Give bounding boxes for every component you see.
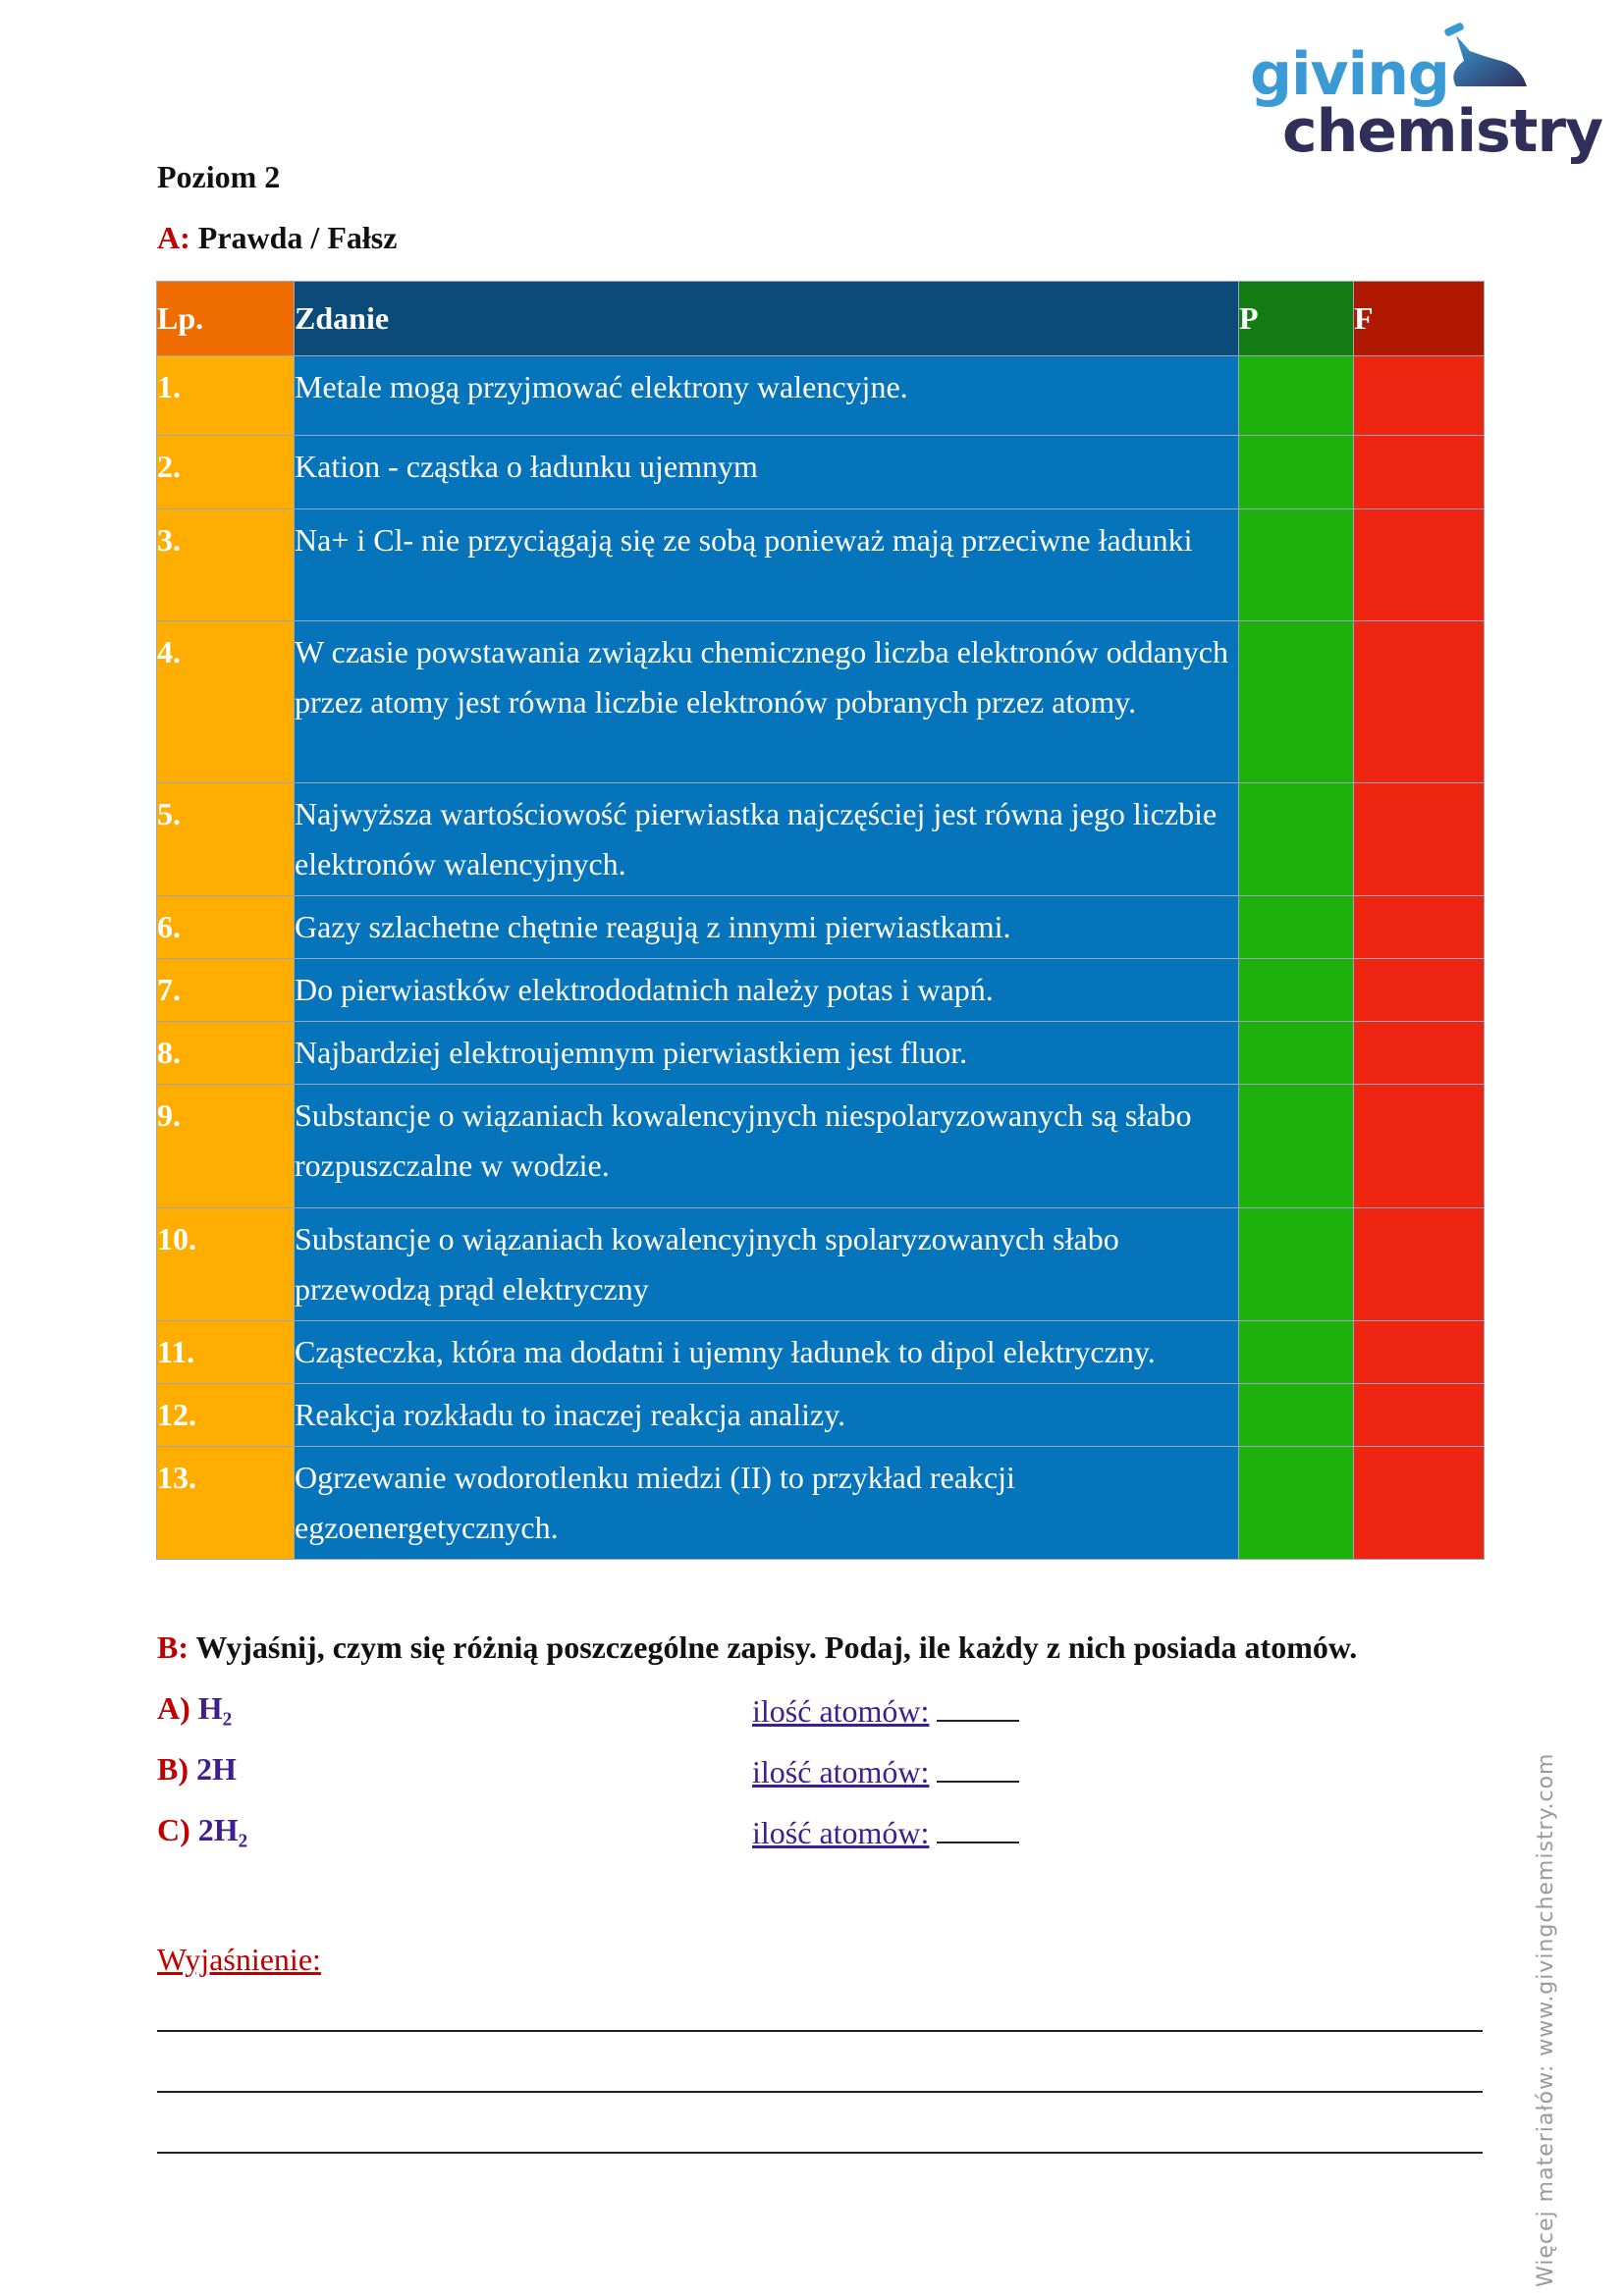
website-note: Więcej materiałów: www.givingchemistry.com bbox=[1534, 1752, 1558, 2287]
row-number: 13. bbox=[157, 1447, 295, 1560]
row-statement: W czasie powstawania związku chemicznego liczba elektronów oddanych przez atomy jest równa liczbie elektronów pobranych przez atomy. bbox=[295, 621, 1239, 783]
atoms-answer-c[interactable] bbox=[752, 1812, 1019, 1851]
row-statement: Na+ i Cl- nie przyciągają się ze sobą ponieważ mają przeciwne ładunki bbox=[295, 509, 1239, 621]
formula-text: H₂ bbox=[197, 1690, 233, 1726]
answer-true-cell[interactable] bbox=[1239, 959, 1354, 1022]
row-number: 12. bbox=[157, 1384, 295, 1447]
row-number: 1. bbox=[157, 356, 295, 436]
table-header-row bbox=[157, 282, 1485, 356]
answer-false-cell[interactable] bbox=[1354, 896, 1485, 959]
formula-item-a bbox=[157, 1690, 232, 1727]
atoms-label: ilość atomów: bbox=[752, 1693, 930, 1729]
section-a-heading bbox=[157, 220, 397, 256]
table-body bbox=[157, 356, 1485, 1560]
table-row bbox=[157, 621, 1485, 783]
logo-text-chemistry: chemistry bbox=[1282, 97, 1603, 166]
answer-true-cell[interactable] bbox=[1239, 783, 1354, 896]
atoms-answer-b[interactable] bbox=[752, 1751, 1019, 1790]
table-row bbox=[157, 1384, 1485, 1447]
section-a-title: Prawda / Fałsz bbox=[197, 220, 398, 255]
answer-false-cell[interactable] bbox=[1354, 959, 1485, 1022]
table-row bbox=[157, 509, 1485, 621]
row-statement: Cząsteczka, która ma dodatni i ujemny ładunek to dipol elektryczny. bbox=[295, 1321, 1239, 1384]
table-row bbox=[157, 436, 1485, 509]
row-number: 7. bbox=[157, 959, 295, 1022]
answer-false-cell[interactable] bbox=[1354, 1447, 1485, 1560]
table-row bbox=[157, 1321, 1485, 1384]
formula-letter: B) bbox=[157, 1751, 189, 1787]
row-statement: Do pierwiastków elektrododatnich należy potas i wapń. bbox=[295, 959, 1239, 1022]
row-number: 5. bbox=[157, 783, 295, 896]
answer-true-cell[interactable] bbox=[1239, 1022, 1354, 1085]
row-number: 10. bbox=[157, 1208, 295, 1321]
row-statement: Metale mogą przyjmować elektrony walencyjne. bbox=[295, 356, 1239, 436]
header-true: P bbox=[1239, 282, 1354, 356]
answer-true-cell[interactable] bbox=[1239, 1384, 1354, 1447]
atoms-label: ilość atomów: bbox=[752, 1754, 930, 1789]
row-statement: Reakcja rozkładu to inaczej reakcja analizy. bbox=[295, 1384, 1239, 1447]
answer-true-cell[interactable] bbox=[1239, 1085, 1354, 1208]
table-row bbox=[157, 959, 1485, 1022]
row-number: 4. bbox=[157, 621, 295, 783]
row-statement: Gazy szlachetne chętnie reagują z innymi pierwiastkami. bbox=[295, 896, 1239, 959]
row-number: 6. bbox=[157, 896, 295, 959]
table-row bbox=[157, 896, 1485, 959]
section-b-title: Wyjaśnij, czym się różnią poszczególne zapisy. Podaj, ile każdy z nich posiada atomów. bbox=[195, 1629, 1358, 1665]
row-statement: Ogrzewanie wodorotlenku miedzi (II) to przykład reakcji egzoenergetycznych. bbox=[295, 1447, 1239, 1560]
row-number: 9. bbox=[157, 1085, 295, 1208]
row-number: 2. bbox=[157, 436, 295, 509]
header-false: F bbox=[1354, 282, 1485, 356]
answer-false-cell[interactable] bbox=[1354, 1384, 1485, 1447]
answer-true-cell[interactable] bbox=[1239, 356, 1354, 436]
answer-false-cell[interactable] bbox=[1354, 1321, 1485, 1384]
formula-letter: A) bbox=[157, 1690, 190, 1726]
answer-false-cell[interactable] bbox=[1354, 1022, 1485, 1085]
answer-true-cell[interactable] bbox=[1239, 436, 1354, 509]
answer-true-cell[interactable] bbox=[1239, 1321, 1354, 1384]
row-statement: Kation - cząstka o ładunku ujemnym bbox=[295, 436, 1239, 509]
table-row bbox=[157, 1447, 1485, 1560]
atoms-label: ilość atomów: bbox=[752, 1815, 930, 1850]
table-row bbox=[157, 1085, 1485, 1208]
row-statement: Najwyższa wartościowość pierwiastka najczęściej jest równa jego liczbie elektronów walencyjnych. bbox=[295, 783, 1239, 896]
formula-text: 2H bbox=[196, 1751, 237, 1787]
section-a-letter: A: bbox=[157, 220, 190, 255]
section-b-heading bbox=[157, 1629, 1357, 1666]
true-false-table bbox=[156, 281, 1485, 1560]
giving-chemistry-logo bbox=[1245, 22, 1603, 166]
row-number: 11. bbox=[157, 1321, 295, 1384]
header-lp: Lp. bbox=[157, 282, 295, 356]
row-number: 8. bbox=[157, 1022, 295, 1085]
row-statement: Substancje o wiązaniach kowalencyjnych niespolaryzowanych są słabo rozpuszczalne w wodzie. bbox=[295, 1085, 1239, 1208]
answer-true-cell[interactable] bbox=[1239, 621, 1354, 783]
formula-item-b bbox=[157, 1751, 237, 1788]
answer-line-3[interactable] bbox=[157, 2152, 1483, 2154]
formula-text: 2H₂ bbox=[197, 1812, 248, 1847]
section-b-letter: B: bbox=[157, 1629, 189, 1665]
formula-item-c bbox=[157, 1812, 247, 1848]
formula-letter: C) bbox=[157, 1812, 190, 1847]
answer-false-cell[interactable] bbox=[1354, 436, 1485, 509]
answer-line-2[interactable] bbox=[157, 2091, 1483, 2093]
answer-true-cell[interactable] bbox=[1239, 896, 1354, 959]
answer-blank[interactable] bbox=[937, 1690, 1019, 1722]
answer-true-cell[interactable] bbox=[1239, 509, 1354, 621]
answer-line-1[interactable] bbox=[157, 2030, 1483, 2032]
answer-false-cell[interactable] bbox=[1354, 356, 1485, 436]
header-statement: Zdanie bbox=[295, 282, 1239, 356]
atoms-answer-a[interactable] bbox=[752, 1690, 1019, 1730]
level-title: Poziom 2 bbox=[157, 159, 281, 194]
answer-blank[interactable] bbox=[937, 1751, 1019, 1783]
answer-true-cell[interactable] bbox=[1239, 1447, 1354, 1560]
table-row bbox=[157, 356, 1485, 436]
table-row bbox=[157, 1022, 1485, 1085]
row-number: 3. bbox=[157, 509, 295, 621]
answer-false-cell[interactable] bbox=[1354, 621, 1485, 783]
answer-blank[interactable] bbox=[937, 1812, 1019, 1843]
flask-icon bbox=[1436, 22, 1535, 90]
row-statement: Substancje o wiązaniach kowalencyjnych spolaryzowanych słabo przewodzą prąd elektryczny bbox=[295, 1208, 1239, 1321]
answer-true-cell[interactable] bbox=[1239, 1208, 1354, 1321]
answer-false-cell[interactable] bbox=[1354, 1085, 1485, 1208]
answer-false-cell[interactable] bbox=[1354, 1208, 1485, 1321]
answer-false-cell[interactable] bbox=[1354, 783, 1485, 896]
table-row bbox=[157, 783, 1485, 896]
row-statement: Najbardziej elektroujemnym pierwiastkiem jest fluor. bbox=[295, 1022, 1239, 1085]
answer-false-cell[interactable] bbox=[1354, 509, 1485, 621]
logo-text-giving: giving bbox=[1250, 40, 1449, 109]
table-row bbox=[157, 1208, 1485, 1321]
explanation-label: Wyjaśnienie: bbox=[157, 1942, 321, 1977]
